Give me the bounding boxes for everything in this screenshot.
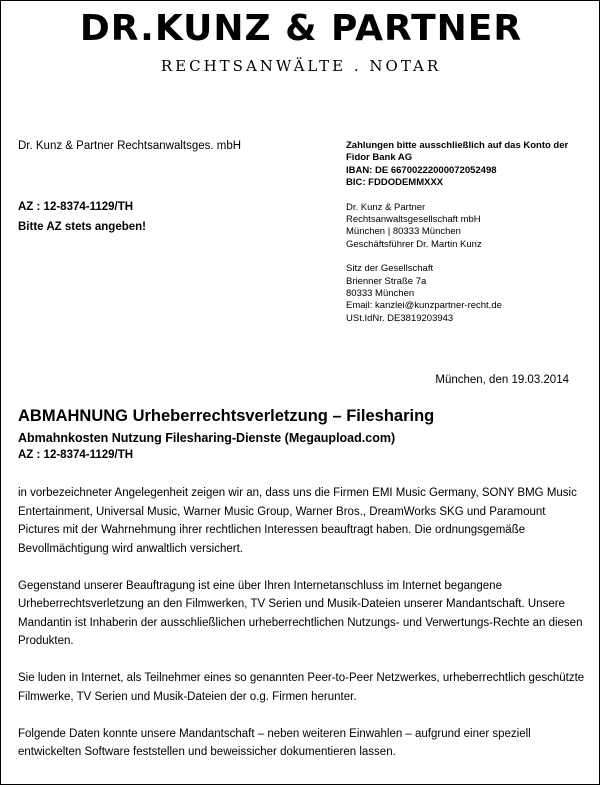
payment-bank: Fidor Bank AG: [346, 152, 413, 164]
company-line-4: Geschäftsführer Dr. Martin Kunz: [346, 238, 482, 250]
subject-az: AZ : 12-8374-1129/TH: [18, 449, 134, 461]
company-line-2: Rechtsanwaltsgesellschaft mbH: [346, 214, 481, 226]
letter-body: [18, 484, 586, 780]
payment-iban: IBAN: DE 66700222000072052498: [346, 164, 497, 176]
letterhead-firm-name: DR.KUNZ & PARTNER: [79, 8, 523, 49]
sender-name: Dr. Kunz & Partner Rechtsanwaltsges. mbH: [18, 140, 242, 152]
payment-line-1: Zahlungen bitte ausschließlich auf das Konto der: [346, 140, 569, 151]
seat-email: Email: kanzlei@kunzpartner-recht.de: [346, 300, 502, 312]
subject-subtitle: Abmahnkosten Nutzung Filesharing-Dienste (Megaupload.com): [18, 431, 396, 445]
letterhead-tagline: RECHTSANWÄLTE . NOTAR: [160, 57, 442, 75]
body-paragraph-3: Sie luden in Internet, als Teilnehmer eines so genannten Peer-to-Peer Netzwerkes, urheberrechtlich geschützte Filmwerke, TV Serien und Musik-Dateien der o.g. Firmen herunter.: [18, 672, 585, 703]
company-line-3: München | 80333 München: [346, 226, 461, 238]
sender-details: [346, 140, 568, 325]
seat-vat: USt.IdNr. DE3819203943: [346, 312, 454, 324]
payment-bic: BIC: FDDODEMMXXX: [346, 177, 444, 189]
company-line-1: Dr. Kunz & Partner: [346, 201, 426, 213]
body-paragraph-1: in vorbezeichneter Angelegenheit zeigen wir an, dass uns die Firmen EMI Music Germany, SONY BMG Music Entertainment, Universal Music, Warner Music Group, Warner Bros., DreamWorks SKG und Paramount Pictures mit der Wahrnehmung ihrer rechtlichen Interessen beauftragt haben. Die ordnungsgemäße Bevollmächtigung wird anwaltlich versichert.: [18, 487, 577, 555]
reference-az: AZ : 12-8374-1129/TH: [18, 201, 134, 213]
seat-line-2: Brienner Straße 7a: [346, 275, 427, 287]
reference-note: Bitte AZ stets angeben!: [18, 221, 147, 233]
seat-line-3: 80333 München: [346, 288, 415, 300]
body-paragraph-4: Folgende Daten konnte unsere Mandantschaft – neben weiteren Einwahlen – aufgrund einer speziell entwickelten Software feststellen und beweissicher dokumentieren lassen.: [18, 727, 531, 758]
body-paragraph-2: Gegenstand unserer Beauftragung ist eine über Ihren Internetanschluss im Internet begangene Urheberrechtsverletzung an den Filmwerken, TV Serien und Musik-Dateien unserer Mandantschaft. Unsere Mandantin ist Inhaberin der ausschließlichen urheberrechtlichen Nutzungs- und Verwertungs-Rechte an diesen Produkten.: [18, 579, 583, 647]
reference-block: [18, 197, 146, 237]
seat-line-1: Sitz der Gesellschaft: [346, 263, 434, 275]
letter-date: München, den 19.03.2014: [435, 374, 569, 386]
subject-title: ABMAHNUNG Urheberrechtsverletzung – Filesharing: [18, 407, 435, 425]
